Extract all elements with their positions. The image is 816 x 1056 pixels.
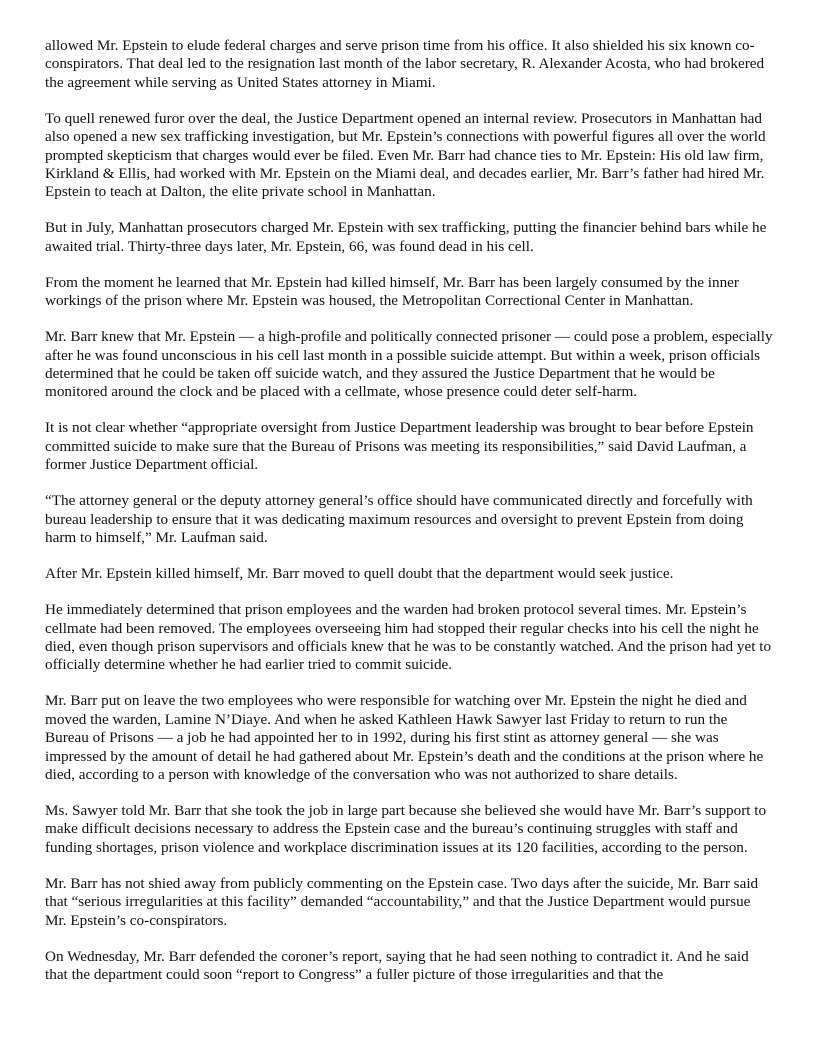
paragraph-7: “The attorney general or the deputy attorney general’s office should have communicated directly and forcefully with bureau leadership to ensure that it was dedicating maximum resources and oversight to prevent Epstein from doing harm to himself,” Mr. Laufman said. (45, 492, 753, 547)
paragraph-9: He immediately determined that prison employees and the warden had broken protocol several times. Mr. Epstein’s cellmate had been removed. The employees overseeing him had stopped their regular checks into his cell the night he died, even though prison supervisors and officials knew that he was to be constantly watched. And the prison had yet to officially determine whether he had earlier tried to commit suicide. (45, 601, 772, 674)
paragraph-12: Mr. Barr has not shied away from publicly commenting on the Epstein case. Two days after the suicide, Mr. Barr said that “serious irregularities at this facility” demanded “accountability,” and that the Justice Department would pursue Mr. Epstein’s co-conspirators. (45, 874, 759, 929)
paragraph-6: It is not clear whether “appropriate oversight from Justice Department leadership was brought to bear before Epstein committed suicide to make sure that the Bureau of Prisons was meeting its responsibilities,” said David Laufman, a former Justice Department official. (45, 419, 754, 474)
paragraph-2: To quell renewed furor over the deal, the Justice Department opened an internal review. Prosecutors in Manhattan had also opened a new sex trafficking investigation, but Mr. Epstein’s connections with powerful figures all over the world prompted skepticism that charges would ever be filed. Even Mr. Barr had chance ties to Mr. Epstein: His old law firm, Kirkland & Ellis, had worked with Mr. Epstein on the Miami deal, and decades earlier, Mr. Barr’s father had hired Mr. Epstein to teach at Dalton, the elite private school in Manhattan. (45, 109, 766, 201)
paragraph-1: allowed Mr. Epstein to elude federal charges and serve prison time from his office. It also shielded his six known co-conspirators. That deal led to the resignation last month of the labor secretary, R. Alexander Acosta, who had brokered the agreement while serving as United States attorney in Miami. (45, 37, 765, 91)
paragraph-10: Mr. Barr put on leave the two employees who were responsible for watching over Mr. Epstein the night he died and moved the warden, Lamine N’Diaye. And when he asked Kathleen Hawk Sawyer last Friday to return to run the Bureau of Prisons — a job he had appointed her to in 1992, during his first stint as attorney general — she was impressed by the amount of detail he had gathered about Mr. Epstein’s death and the conditions at the prison where he died, according to a person with knowledge of the conversation who was not authorized to share details. (45, 692, 764, 783)
paragraph-4: From the moment he learned that Mr. Epstein had killed himself, Mr. Barr has been largely consumed by the inner workings of the prison where Mr. Epstein was housed, the Metropolitan Correctional Center in Manhattan. (45, 273, 739, 310)
paragraph-11: Ms. Sawyer told Mr. Barr that she took the job in large part because she believed she would have Mr. Barr’s support to make difficult decisions necessary to address the Epstein case and the bureau’s continuing struggles with staff and funding shortages, prison violence and workplace discrimination issues at its 120 facilities, according to the person. (45, 801, 767, 856)
paragraph-8: After Mr. Epstein killed himself, Mr. Barr moved to quell doubt that the department would seek justice. (45, 565, 674, 583)
paragraph-3: But in July, Manhattan prosecutors charged Mr. Epstein with sex trafficking, putting the financier behind bars while he awaited trial. Thirty-three days later, Mr. Epstein, 66, was found dead in his cell. (45, 219, 767, 255)
paragraph-5: Mr. Barr knew that Mr. Epstein — a high-profile and politically connected prisoner — could pose a problem, especially after he was found unconscious in his cell last month in a possible suicide attempt. But within a week, prison officials determined that he could be taken off suicide watch, and they assured the Justice Department that he would be monitored around the clock and be placed with a cellmate, whose presence could deter self-harm. (45, 328, 773, 401)
document-page (45, 37, 773, 1002)
paragraph-13: On Wednesday, Mr. Barr defended the coroner’s report, saying that he had seen nothing to contradict it. And he said that the department could soon “report to Congress” a fuller picture of those irregularities and that the (45, 947, 749, 983)
